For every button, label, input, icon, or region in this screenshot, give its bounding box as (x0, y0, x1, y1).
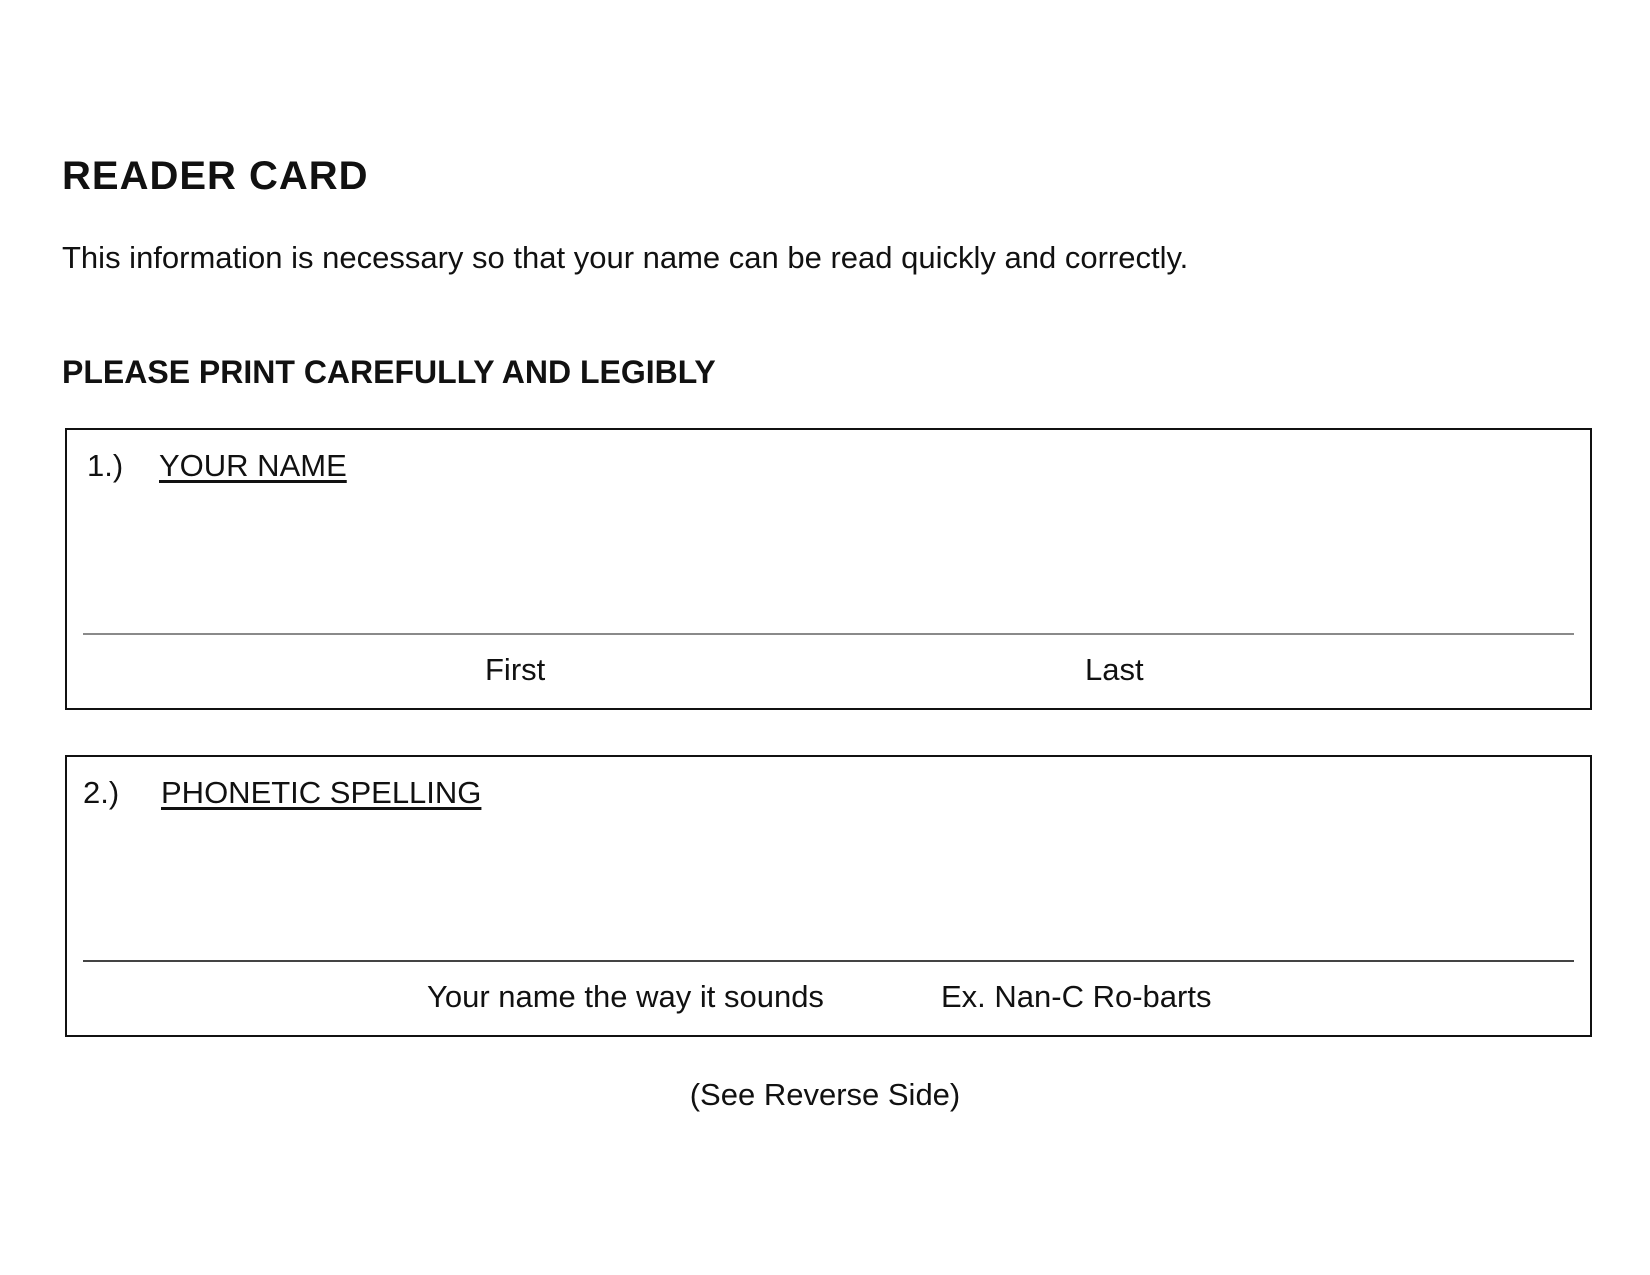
phonetic-field-number: 2.) (83, 775, 120, 810)
reverse-side-note: (See Reverse Side) (689, 1077, 961, 1112)
name-field-box (65, 428, 1592, 710)
phonetic-example-caption: Ex. Nan-C Ro-barts (941, 979, 1212, 1014)
page-title: READER CARD (62, 154, 369, 198)
last-name-caption: Last (1085, 652, 1144, 687)
first-name-caption: First (485, 652, 546, 687)
phonetic-field-box (65, 755, 1592, 1037)
phonetic-write-line[interactable] (83, 960, 1574, 962)
phonetic-field-label: PHONETIC SPELLING (161, 775, 482, 810)
phonetic-description-caption: Your name the way it sounds (427, 979, 824, 1014)
intro-text: This information is necessary so that your name can be read quickly and correctly. (62, 240, 1189, 275)
name-write-line[interactable] (83, 633, 1574, 635)
print-instruction: PLEASE PRINT CAREFULLY AND LEGIBLY (62, 354, 716, 390)
name-field-number: 1.) (87, 448, 124, 483)
name-field-label: YOUR NAME (159, 448, 347, 483)
